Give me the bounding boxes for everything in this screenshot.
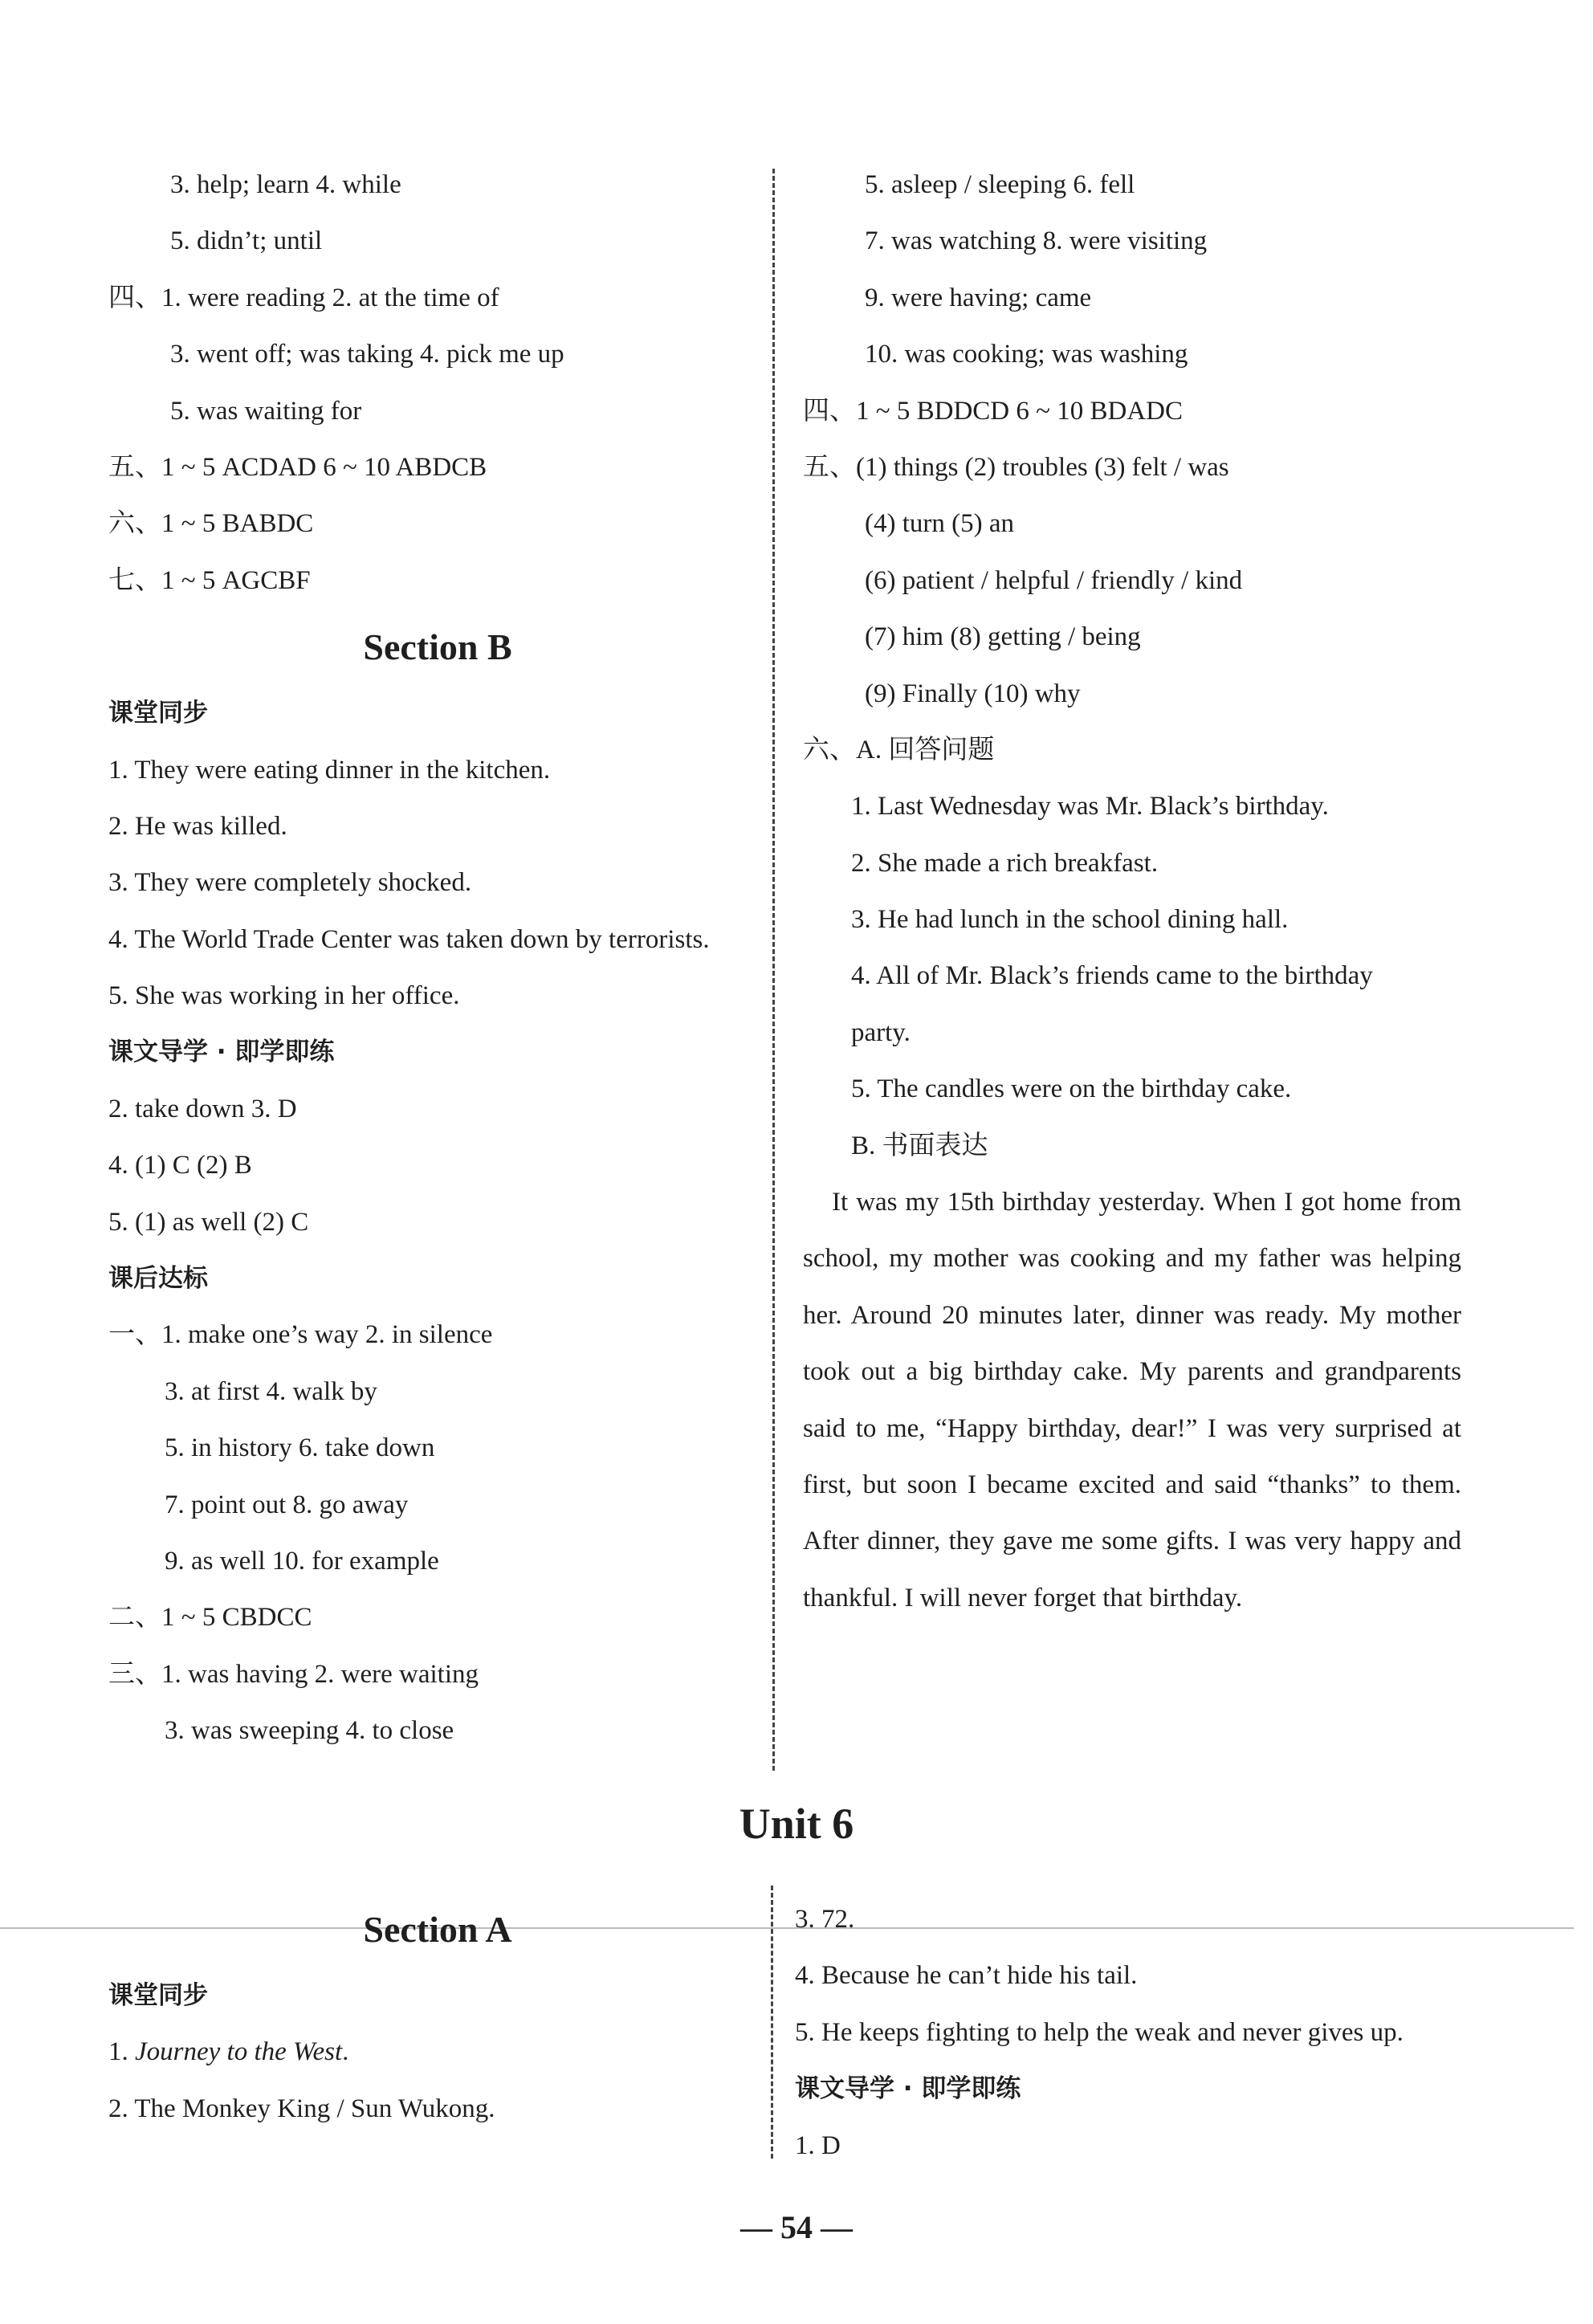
unit6-section-a-answers — [108, 1967, 767, 2137]
unit6-left-column — [108, 1891, 767, 2137]
section-b-answers-continued — [803, 157, 1461, 1174]
answer-line: 课文导学 · 即学即练 — [795, 2074, 1021, 2104]
answer-line: 一、1. make one’s way 2. in silence — [108, 1320, 493, 1350]
answer-line: 3. at first 4. walk by — [165, 1376, 377, 1406]
answer-line: 五、(1) things (2) troubles (3) felt / was — [803, 452, 1229, 482]
answer-line: 4. Because he can’t hide his tail. — [795, 1961, 1138, 1991]
answer-line: 二、1 ~ 5 CBDCC — [108, 1603, 312, 1633]
unit6-right-column — [795, 1891, 1461, 2174]
answer-line: (4) turn (5) an — [865, 509, 1015, 539]
answer-line: 5. didn’t; until — [170, 226, 323, 256]
section-b-answers — [108, 685, 767, 1759]
answer-line: 4. (1) C (2) B — [108, 1151, 252, 1180]
answer-line: 4. All of Mr. Black’s friends came to the birthday — [851, 961, 1373, 991]
answer-line: 5. (1) as well (2) C — [108, 1207, 309, 1237]
answer-line: 2. She made a rich breakfast. — [851, 848, 1159, 878]
answer-line: (7) him (8) getting / being — [865, 622, 1141, 652]
answer-line: 六、A. 回答问题 — [803, 735, 995, 764]
column-divider-lower — [771, 1886, 773, 2159]
answer-line: 7. point out 8. go away — [165, 1490, 409, 1519]
answer-line: 5. was waiting for — [170, 396, 362, 426]
answer-line: 5. The candles were on the birthday cake. — [851, 1074, 1292, 1104]
answer-line: 2. He was killed. — [108, 811, 287, 841]
answer-line: 3. They were completely shocked. — [108, 868, 472, 898]
answer-line: 六、1 ~ 5 BABDC — [108, 509, 314, 539]
essay-paragraph: It was my 15th birthday yesterday. When I got home from school, my mother was cooking and my father was helping her. Around 20 minutes later, dinner was ready. My mother took out a big birthday cake. My parents and grandparents said to me, “Happy birthday, dear!” I was very surprised at first, but soon I became excited and said “thanks” to them. After dinner, they gave me some gifts. I was very happy and thankful. I will never forget that birthday. — [803, 1188, 1461, 1613]
answer-line: 四、1 ~ 5 BDDCD 6 ~ 10 BDADC — [803, 396, 1183, 426]
answer-line: 1. D — [795, 2130, 841, 2160]
unit5-section-a-answers-continued — [108, 157, 767, 609]
answer-line: 3. help; learn 4. while — [170, 170, 401, 199]
left-column — [108, 157, 767, 1759]
answer-line: B. 书面表达 — [851, 1131, 988, 1160]
answer-line: 课堂同步 — [108, 1981, 208, 2010]
answer-line: 5. asleep / sleeping 6. fell — [865, 170, 1135, 199]
answer-line: 3. was sweeping 4. to close — [165, 1716, 454, 1746]
unit6-section-a-answers-continued — [795, 1891, 1461, 2174]
answer-line: 7. was watching 8. were visiting — [865, 226, 1208, 256]
column-divider — [772, 169, 775, 1771]
answer-line: 1. Journey to the West. — [108, 2037, 349, 2067]
answer-line: 5. He keeps fighting to help the weak and never gives up. — [795, 2017, 1404, 2047]
answer-line: 课堂同步 — [108, 699, 208, 728]
unit-title: Unit 6 — [739, 1800, 854, 1848]
answer-line: 5. She was working in her office. — [108, 981, 460, 1011]
answer-line: (6) patient / helpful / friendly / kind — [865, 565, 1243, 595]
answer-line: (9) Finally (10) why — [865, 679, 1081, 708]
section-b-title: Section B — [363, 626, 512, 668]
page-number: — 54 — — [740, 2209, 853, 2245]
answer-line: 9. were having; came — [865, 283, 1092, 312]
answer-line: 9. as well 10. for example — [165, 1546, 439, 1576]
answer-line: 四、1. were reading 2. at the time of — [108, 283, 499, 312]
answer-line: 3. went off; was taking 4. pick me up — [170, 340, 564, 369]
answer-line: 10. was cooking; was washing — [865, 340, 1188, 369]
answer-line: 2. take down 3. D — [108, 1094, 297, 1123]
answer-line: 五、1 ~ 5 ACDAD 6 ~ 10 ABDCB — [108, 452, 487, 482]
answer-line: 课文导学 · 即学即练 — [108, 1038, 335, 1067]
answer-line: 七、1 ~ 5 AGCBF — [108, 565, 311, 595]
answer-line: 5. in history 6. take down — [165, 1433, 435, 1463]
answer-line: 4. The World Trade Center was taken down by terrorists. — [108, 924, 710, 954]
answer-line: 1. They were eating dinner in the kitchen. — [108, 755, 551, 785]
answer-line: 1. Last Wednesday was Mr. Black’s birthday. — [851, 792, 1329, 822]
right-column — [803, 157, 1461, 1626]
answer-line: 2. The Monkey King / Sun Wukong. — [108, 2094, 495, 2123]
answer-line: 3. 72. — [795, 1905, 855, 1934]
answer-line: party. — [851, 1017, 911, 1047]
answer-line: 三、1. was having 2. were waiting — [108, 1659, 479, 1689]
answer-line: 3. He had lunch in the school dining hall. — [851, 905, 1289, 935]
section-a-title: Section A — [363, 1909, 512, 1950]
answer-line: 课后达标 — [108, 1264, 208, 1294]
